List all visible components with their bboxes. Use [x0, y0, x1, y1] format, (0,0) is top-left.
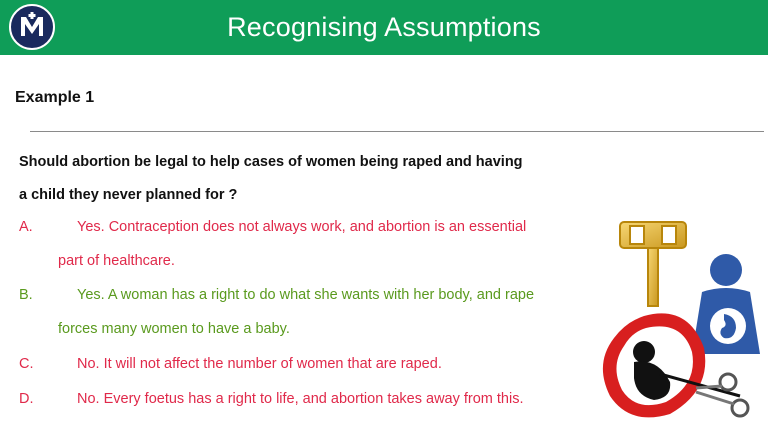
option-letter: D.: [19, 391, 34, 407]
option-letter: A.: [19, 219, 33, 235]
question-text: [19, 146, 619, 212]
gavel-icon: [614, 214, 692, 310]
example-label: Example 1: [15, 89, 95, 106]
divider: [30, 131, 764, 132]
option-text: No. Every foetus has a right to life, and abortion takes away from this.: [77, 391, 524, 407]
option-text: No. It will not affect the number of women that are raped.: [77, 356, 442, 372]
header-bar: [0, 0, 768, 55]
option-b-continuation: forces many women to have a baby.: [58, 321, 290, 337]
option-letter: B.: [19, 287, 33, 303]
option-text: Yes. A woman has a right to do what she wants with her body, and rape: [77, 287, 535, 303]
question-line-1: Should abortion be legal to help cases of women being raped and having: [19, 154, 523, 170]
abortion-illustration-icon: [600, 308, 768, 428]
option-text: Yes. Contraception does not always work, and abortion is an essential: [77, 219, 527, 235]
option-a-continuation: part of healthcare.: [58, 253, 175, 269]
page-title: Recognising Assumptions: [227, 12, 541, 42]
option-letter: C.: [19, 356, 34, 372]
question-line-2: a child they never planned for ?: [19, 187, 238, 203]
